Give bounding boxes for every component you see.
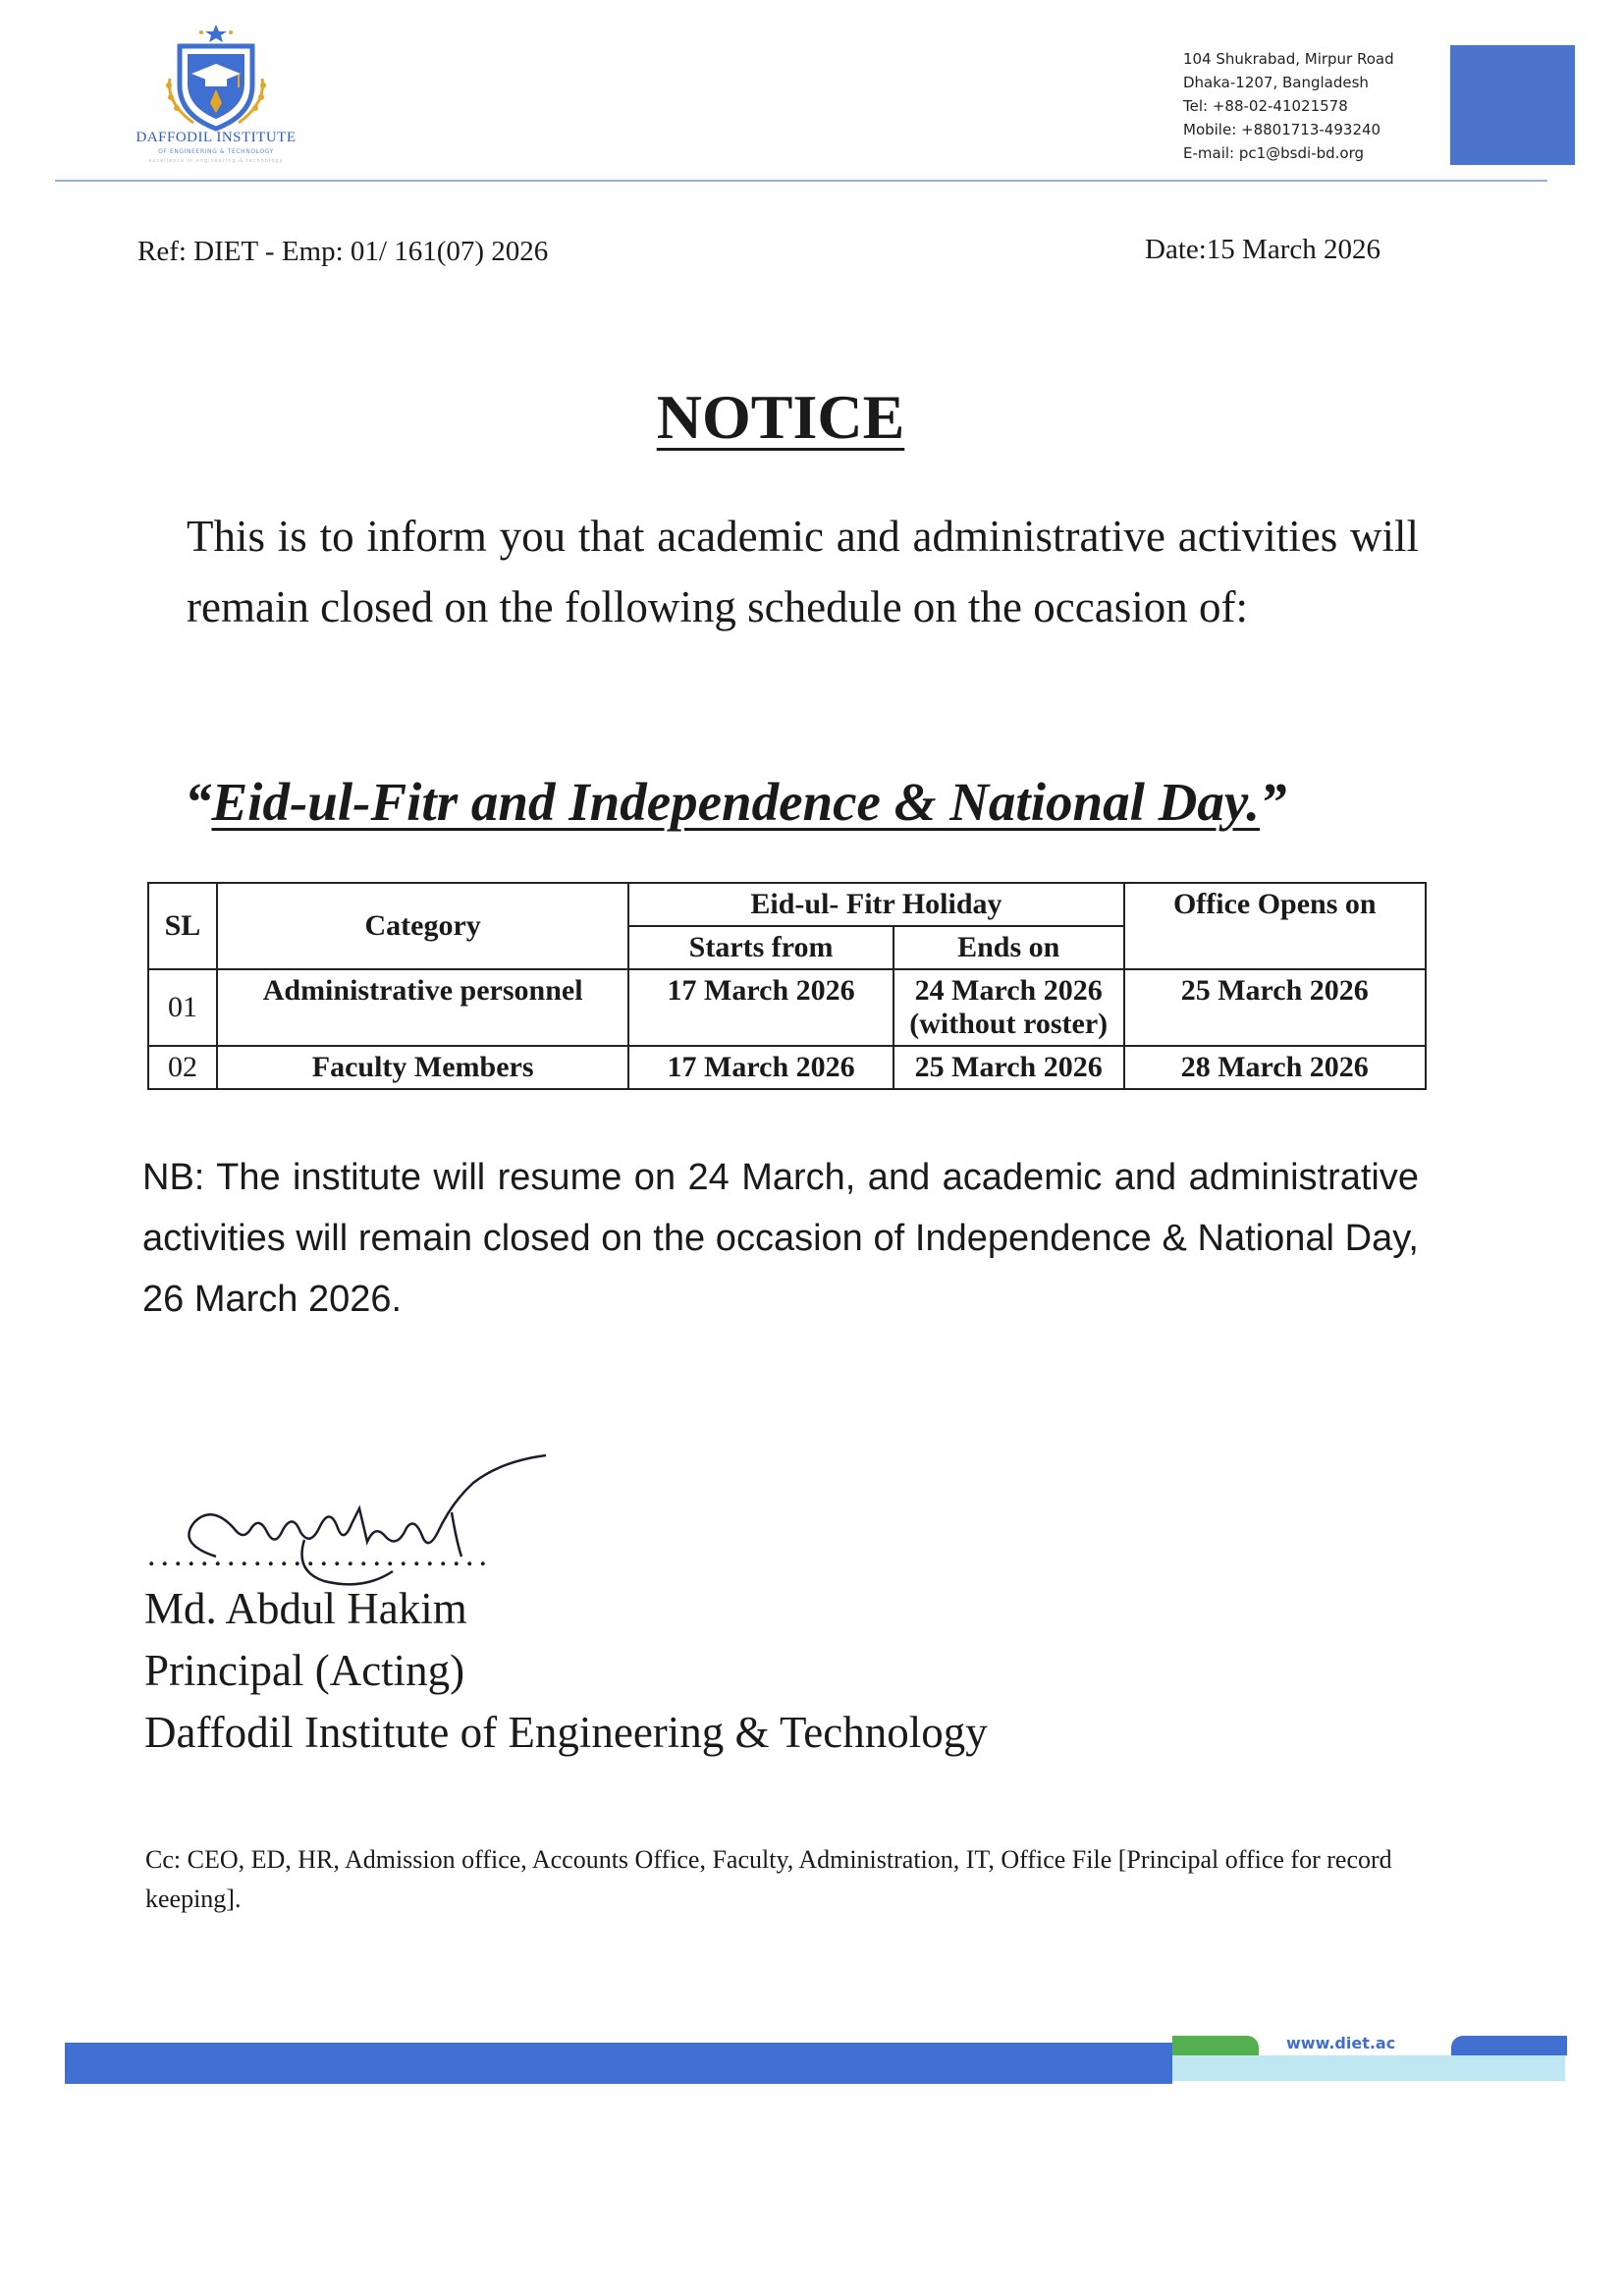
contact-address-line-2: Dhaka-1207, Bangladesh: [1183, 74, 1369, 91]
row-end: [893, 969, 1124, 1046]
intro-paragraph: This is to inform you that academic and administrative activities will remain closed on the following schedule on the occasion of:: [187, 512, 1419, 631]
holiday-schedule-table: [147, 882, 1427, 1090]
occasion-open-quote: “: [185, 772, 212, 832]
contact-tel: Tel: +88-02-41021578: [1183, 97, 1348, 115]
signer-organization: Daffodil Institute of Engineering & Technology: [144, 1708, 988, 1757]
institute-subtitle: OF ENGINEERING & TECHNOLOGY: [158, 148, 274, 155]
institute-name: DAFFODIL INSTITUTE: [135, 130, 297, 145]
footer-blue-tab: [1451, 2036, 1567, 2055]
cc-list: Cc: CEO, ED, HR, Admission office, Accounts Office, Faculty, Administration, IT, Office File [Principal office for record keeping].: [145, 1845, 1392, 1913]
row-sl: 02: [148, 1046, 217, 1089]
shield-crest-icon: [123, 25, 309, 133]
header-sl: SL: [148, 883, 217, 969]
occasion-close-quote: ”: [1259, 772, 1287, 832]
row-start: 17 March 2026: [628, 969, 893, 1046]
reference-number: Ref: DIET - Emp: 01/ 161(07) 2026: [137, 236, 549, 267]
footer-website-link[interactable]: www.diet.ac: [1286, 2034, 1396, 2052]
page-title: [0, 381, 1561, 454]
row-category: Administrative personnel: [217, 969, 628, 1046]
header-blue-square: [1450, 45, 1575, 165]
row-category: Faculty Members: [217, 1046, 628, 1089]
table-row: [148, 1046, 1426, 1089]
contact-block: [1183, 47, 1438, 165]
occasion-text: Eid-ul-Fitr and Independence & National Day.: [211, 772, 1260, 832]
header-divider: [55, 180, 1547, 182]
footer-blue-bar: [65, 2043, 1172, 2084]
header-starts-from: Starts from: [628, 926, 893, 969]
institute-logo: [123, 25, 309, 172]
handwritten-signature-icon: [157, 1434, 569, 1601]
institute-tagline: excellence in engineering & technology: [148, 158, 284, 164]
signer-title: Principal (Acting): [144, 1646, 465, 1695]
footer-light-bar: [1172, 2055, 1565, 2081]
nb-paragraph: NB: The institute will resume on 24 March, and academic and administrative activities will remain closed on the occasion of Independence & National Day, 26 March 2026.: [142, 1157, 1419, 1320]
header-office-opens: Office Opens on: [1124, 883, 1426, 969]
header-ends-on: Ends on: [893, 926, 1124, 969]
header-category: Category: [217, 883, 628, 969]
footer-green-tab: [1172, 2036, 1259, 2055]
row-sl: 01: [148, 969, 217, 1046]
occasion-heading: [185, 771, 1461, 833]
row-start: 17 March 2026: [628, 1046, 893, 1089]
table-row: [148, 969, 1426, 1046]
notice-date: Date:15 March 2026: [1145, 234, 1380, 265]
signature-dotted-line: ..........................: [147, 1537, 492, 1573]
row-end: 25 March 2026: [893, 1046, 1124, 1089]
contact-email: E-mail: pc1@bsdi-bd.org: [1183, 144, 1365, 162]
contact-address-line-1: 104 Shukrabad, Mirpur Road: [1183, 50, 1394, 68]
contact-mobile: Mobile: +8801713-493240: [1183, 121, 1381, 138]
row-opens: 28 March 2026: [1124, 1046, 1426, 1089]
header-holiday: Eid-ul- Fitr Holiday: [628, 883, 1123, 926]
row-end-note: (without roster): [909, 1008, 1109, 1040]
row-opens: 25 March 2026: [1124, 969, 1426, 1046]
title-text: NOTICE: [656, 382, 905, 452]
table-header-row: [148, 883, 1426, 926]
signer-name: Md. Abdul Hakim: [144, 1584, 467, 1633]
row-end-date: 24 March 2026: [914, 974, 1103, 1007]
